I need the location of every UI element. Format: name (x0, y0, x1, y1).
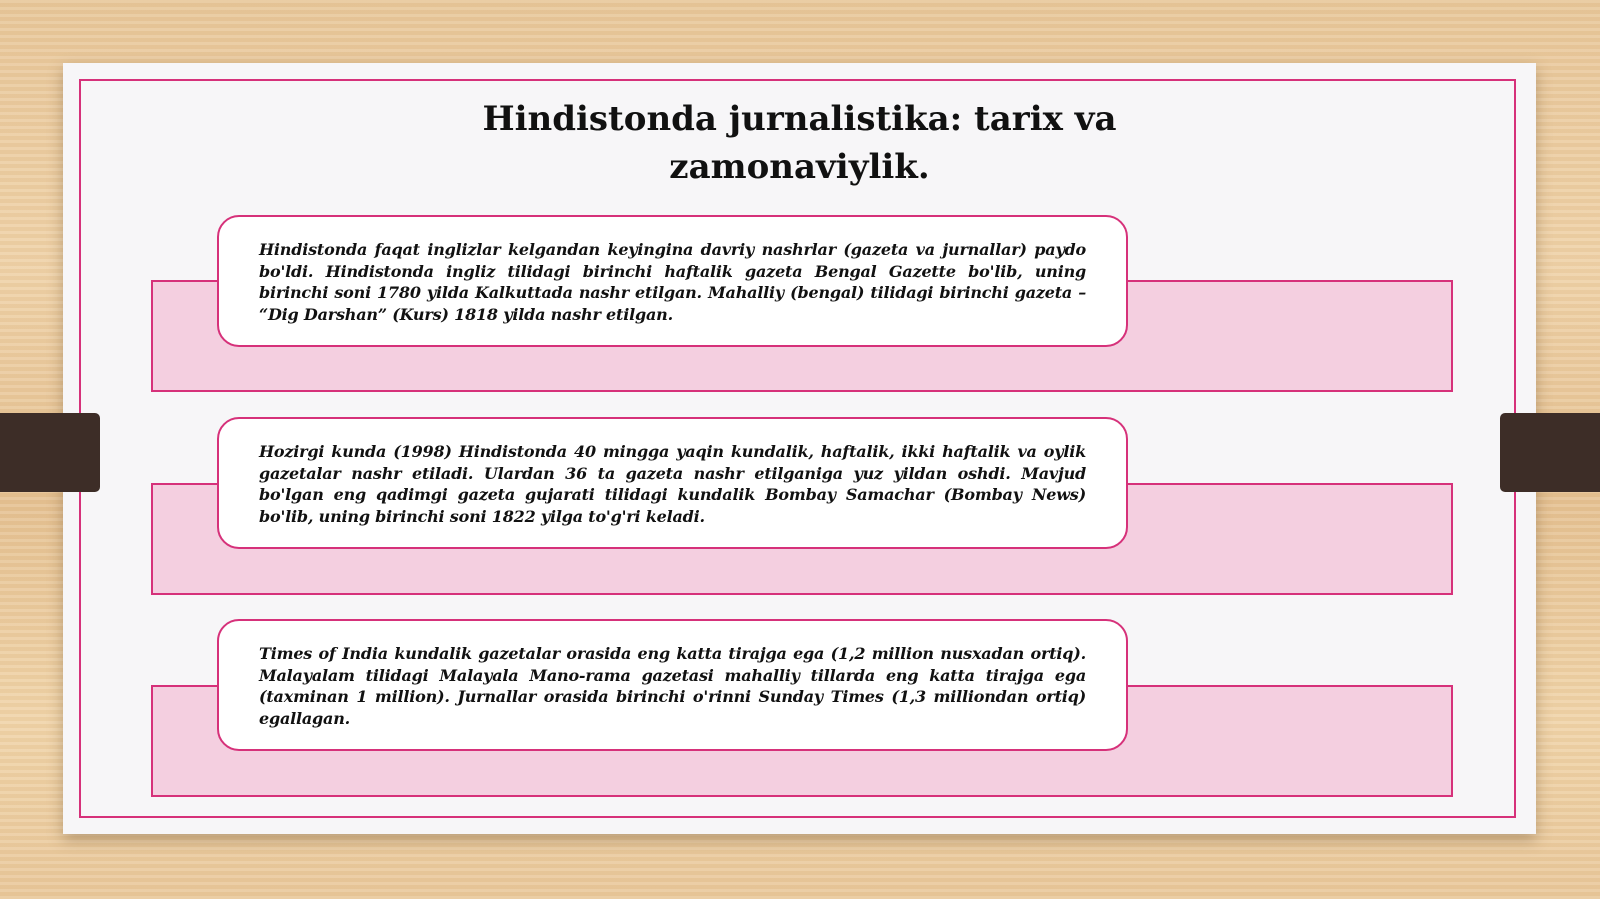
slide-title (63, 95, 1536, 191)
slide-title-line-1: Hindistonda jurnalistika: tarix va (482, 99, 1117, 139)
text-card-1 (217, 215, 1128, 347)
paragraph-2: Hozirgi kunda (1998) Hindistonda 40 mingga yaqin kundalik, haftalik, ikki haftalik va oylik gazetalar nashr etiladi. Ulardan 36 ta gazeta nashr etilganiga yuz yildan oshdi. Mavjud bo'lgan eng qadimgi gazeta gujarati tilidagi kundalik Bombay Samachar (Bombay News) bo'lib, uning birinchi soni 1822 yilga to'g'ri keladi. (259, 442, 1086, 526)
text-card-3 (217, 619, 1128, 751)
paragraph-1: Hindistonda faqat inglizlar kelgandan keyingina davriy nashrlar (gazeta va jurnallar) paydo bo'ldi. Hindistonda ingliz tilidagi birinchi haftalik gazeta Bengal Gazette bo'lib, uning birinchi soni 1780 yilda Kalkuttada nashr etilgan. Mahalliy (bengal) tilidagi birinchi gazeta – “Dig Darshan” (Kurs) 1818 yilda nashr etilgan. (259, 240, 1086, 324)
text-card-2 (217, 417, 1128, 549)
slide-title-line-2: zamonaviylik. (669, 147, 930, 187)
left-binder-tab (0, 413, 100, 492)
right-binder-tab (1500, 413, 1600, 492)
paragraph-3: Times of India kundalik gazetalar orasida eng katta tirajga ega (1,2 million nusxadan ortiq). Malayalam tilidagi Malayala Mano-rama gazetasi mahalliy tillarda eng katta tirajga ega (taxminan 1 million). Jurnallar orasida birinchi o'rinni Sunday Times (1,3 milliondan ortiq) egallagan. (259, 644, 1086, 728)
